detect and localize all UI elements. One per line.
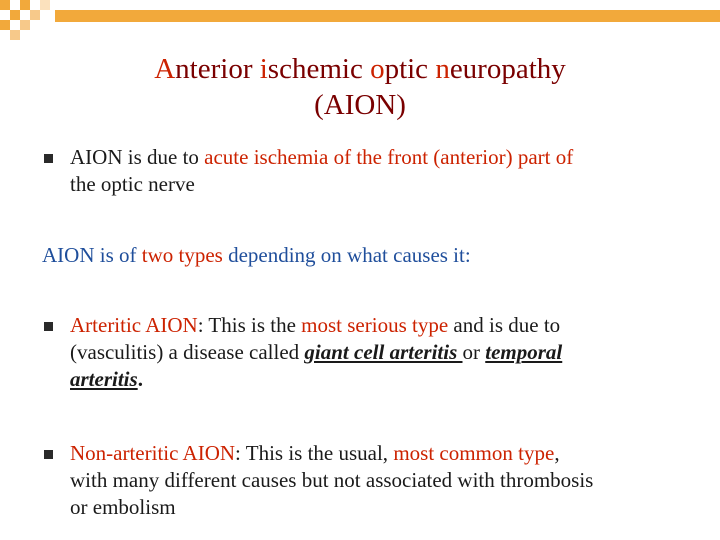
bullet-marker	[44, 154, 53, 163]
title-word-ischemic: schemic	[267, 53, 371, 85]
slide-title	[0, 52, 720, 86]
title-letter-i: i	[259, 53, 268, 85]
title-word-optic: ptic	[384, 53, 436, 85]
title-letter-a: A	[154, 53, 176, 85]
decorative-header-squares	[0, 0, 720, 60]
bullet-marker	[44, 322, 53, 331]
bullet-3-non-arteritic: Non-arteritic AION: This is the usual, most common type, with many different causes but not associated with thrombosis or embolism	[70, 441, 594, 519]
title-word-neuropathy: europathy	[449, 53, 566, 85]
title-letter-n: n	[435, 53, 450, 85]
bullet-marker	[44, 450, 53, 459]
title-word-anterior: nterior	[175, 53, 260, 85]
bullet-1: AION is due to acute ischemia of the front (anterior) part of the optic nerve	[70, 145, 574, 196]
types-intro: AION is of two types depending on what causes it:	[42, 243, 471, 267]
bullet-2-arteritic: Arteritic AION: This is the most serious type and is due to (vasculitis) a disease called giant cell arteritis or temporal arteritis.	[70, 313, 563, 391]
slide-title-abbrev: (AION)	[314, 89, 406, 121]
title-letter-o: o	[370, 53, 385, 85]
